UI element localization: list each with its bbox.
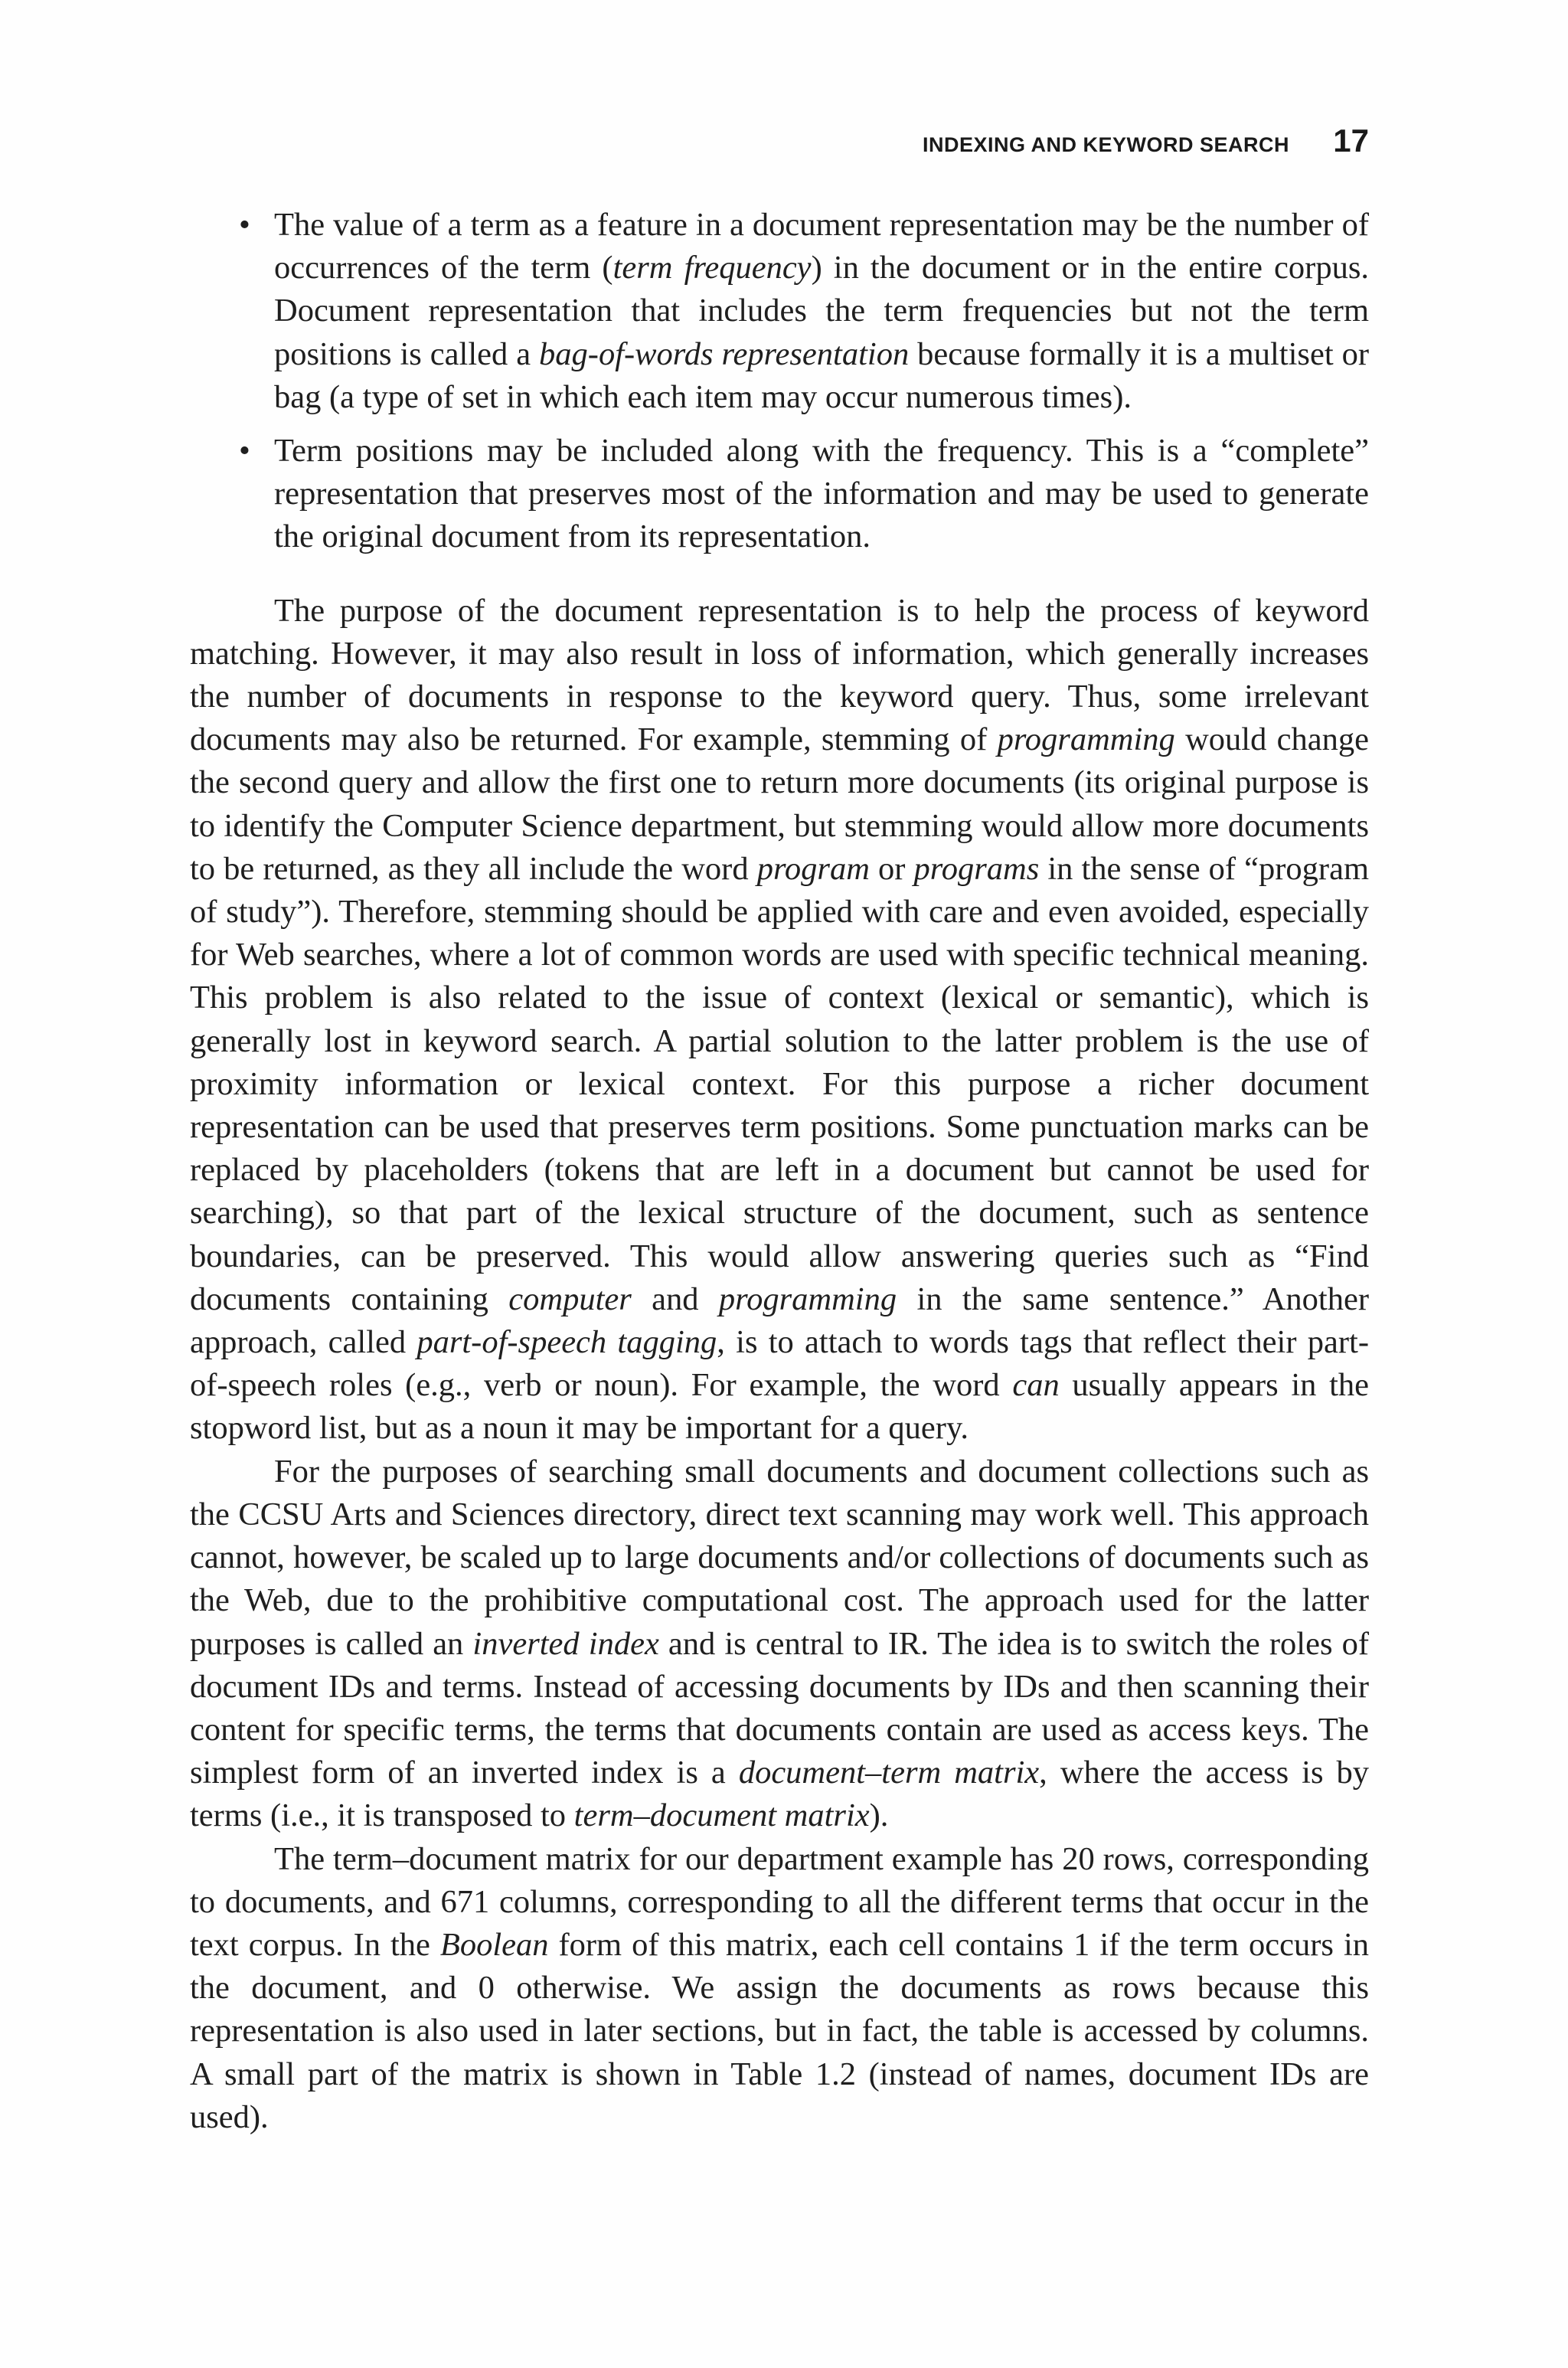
bullet-icon: • bbox=[239, 433, 250, 469]
bullet-text: because formally it is a multiset or bag (a type of set in which each item may occur numerous times). bbox=[274, 335, 1369, 415]
paragraph-text: form of this matrix, each cell contains 1 if the term occurs in the document, and 0 otherwise. We assign the documents as rows because this representation is also used in later sections, but in fact, the table is accessed by columns. A small part of the matrix is shown in Table 1.2 (instead of names, document IDs are used). bbox=[190, 1926, 1370, 2135]
body-text bbox=[190, 204, 1369, 2139]
emphasis-programming: programming bbox=[997, 721, 1175, 758]
paragraph-text: The term–document matrix for our department example has 20 rows, corresponding to documents, and 671 columns, corresponding to all the different terms that occur in the text corpus. In the bbox=[190, 1840, 1369, 1963]
bullet-text: The value of a term as a feature in a document representation may be the number of occurrences of the term ( bbox=[274, 207, 1369, 286]
paragraph-text: in the sense of “program of study”). Therefore, stemming should be applied with care and even avoided, especially for Web searches, where a lot of common words are used with specific technical meaning. This problem is also related to the issue of context (lexical or semantic), which is generally lost in keyword search. A partial solution to the latter problem is the use of proximity information or lexical context. For this purpose a richer document representation can be used that preserves term positions. Some punctuation marks can be replaced by placeholders (tokens that are left in a document but cannot be used for searching), so that part of the lexical structure of the document, such as sentence boundaries, can be preserved. This would allow answering queries such as “Find documents containing bbox=[190, 850, 1370, 1317]
bullet-text: Term positions may be included along with the frequency. This is a “complete” representation that preserves most of the information and may be used to generate the original document from its representation. bbox=[274, 433, 1369, 555]
paragraph-text: would change the second query and allow the first one to return more documents (its original purpose is to identify the Computer Science department, but stemming would allow more documents to be returned, as they all include the word bbox=[190, 721, 1369, 887]
paragraph-text: The purpose of the document representation is to help the process of keyword matching. However, it may also result in loss of information, which generally increases the number of documents in response to the keyword query. Thus, some irrelevant documents may also be returned. For example, stemming of bbox=[190, 592, 1369, 758]
paragraph-text: and is central to IR. The idea is to switch the roles of document IDs and terms. Instead of accessing documents by IDs and then scanning their content for specific terms, the terms that documents contain are used as access keys. The simplest form of an inverted index is a bbox=[190, 1625, 1370, 1791]
paragraph-text: , is to attach to words tags that reflect their part-of-speech roles (e.g., verb or noun). For example, the word bbox=[190, 1324, 1369, 1404]
paragraph-inverted-index bbox=[190, 1451, 1369, 1838]
emphasis-programming: programming bbox=[718, 1280, 897, 1317]
bullet-text: ) in the document or in the entire corpus. Document representation that includes the term frequencies but not the term positions is called a bbox=[274, 250, 1369, 372]
bullet-item-term-positions bbox=[239, 430, 1369, 559]
paragraph-text: or bbox=[869, 850, 914, 887]
paragraph-text: in the same sentence.” Another approach, called bbox=[190, 1280, 1369, 1361]
paragraph-document-representation bbox=[190, 590, 1369, 1451]
emphasis-inverted-index: inverted index bbox=[472, 1625, 659, 1662]
bullet-icon: • bbox=[239, 207, 250, 243]
emphasis-term-document-matrix: term–document matrix bbox=[573, 1797, 870, 1834]
emphasis-program: program bbox=[756, 850, 870, 887]
paragraph-text: and bbox=[631, 1280, 719, 1317]
bag-of-words-emphasis: bag-of-words representation bbox=[539, 335, 910, 372]
paragraph-term-document-matrix bbox=[190, 1838, 1369, 2139]
emphasis-boolean: Boolean bbox=[439, 1926, 549, 1963]
running-head bbox=[190, 123, 1369, 168]
emphasis-part-of-speech-tagging: part-of-speech tagging bbox=[416, 1324, 717, 1361]
bullet-item-term-frequency bbox=[239, 204, 1369, 419]
emphasis-document-term-matrix: document–term matrix bbox=[738, 1755, 1040, 1791]
paragraph-text: For the purposes of searching small documents and document collections such as the CCSU Arts and Sciences directory, direct text scanning may work well. This approach cannot, however, be scaled up to large documents and/or collections of documents such as the Web, due to the prohibitive computational cost. The approach used for the latter purposes is called an bbox=[190, 1453, 1369, 1662]
emphasis-can: can bbox=[1012, 1367, 1060, 1404]
bullet-list bbox=[190, 204, 1369, 559]
emphasis-programs: programs bbox=[913, 850, 1040, 887]
running-title: INDEXING AND KEYWORD SEARCH bbox=[922, 133, 1289, 156]
paragraph-text: ). bbox=[869, 1797, 889, 1834]
term-frequency-emphasis: term frequency bbox=[612, 250, 812, 286]
emphasis-computer: computer bbox=[508, 1280, 632, 1317]
paragraph-text: usually appears in the stopword list, but as a noun it may be important for a query. bbox=[190, 1367, 1369, 1447]
paragraph-text: , where the access is by terms (i.e., it is transposed to bbox=[190, 1755, 1369, 1834]
page-number: 17 bbox=[1333, 123, 1369, 159]
